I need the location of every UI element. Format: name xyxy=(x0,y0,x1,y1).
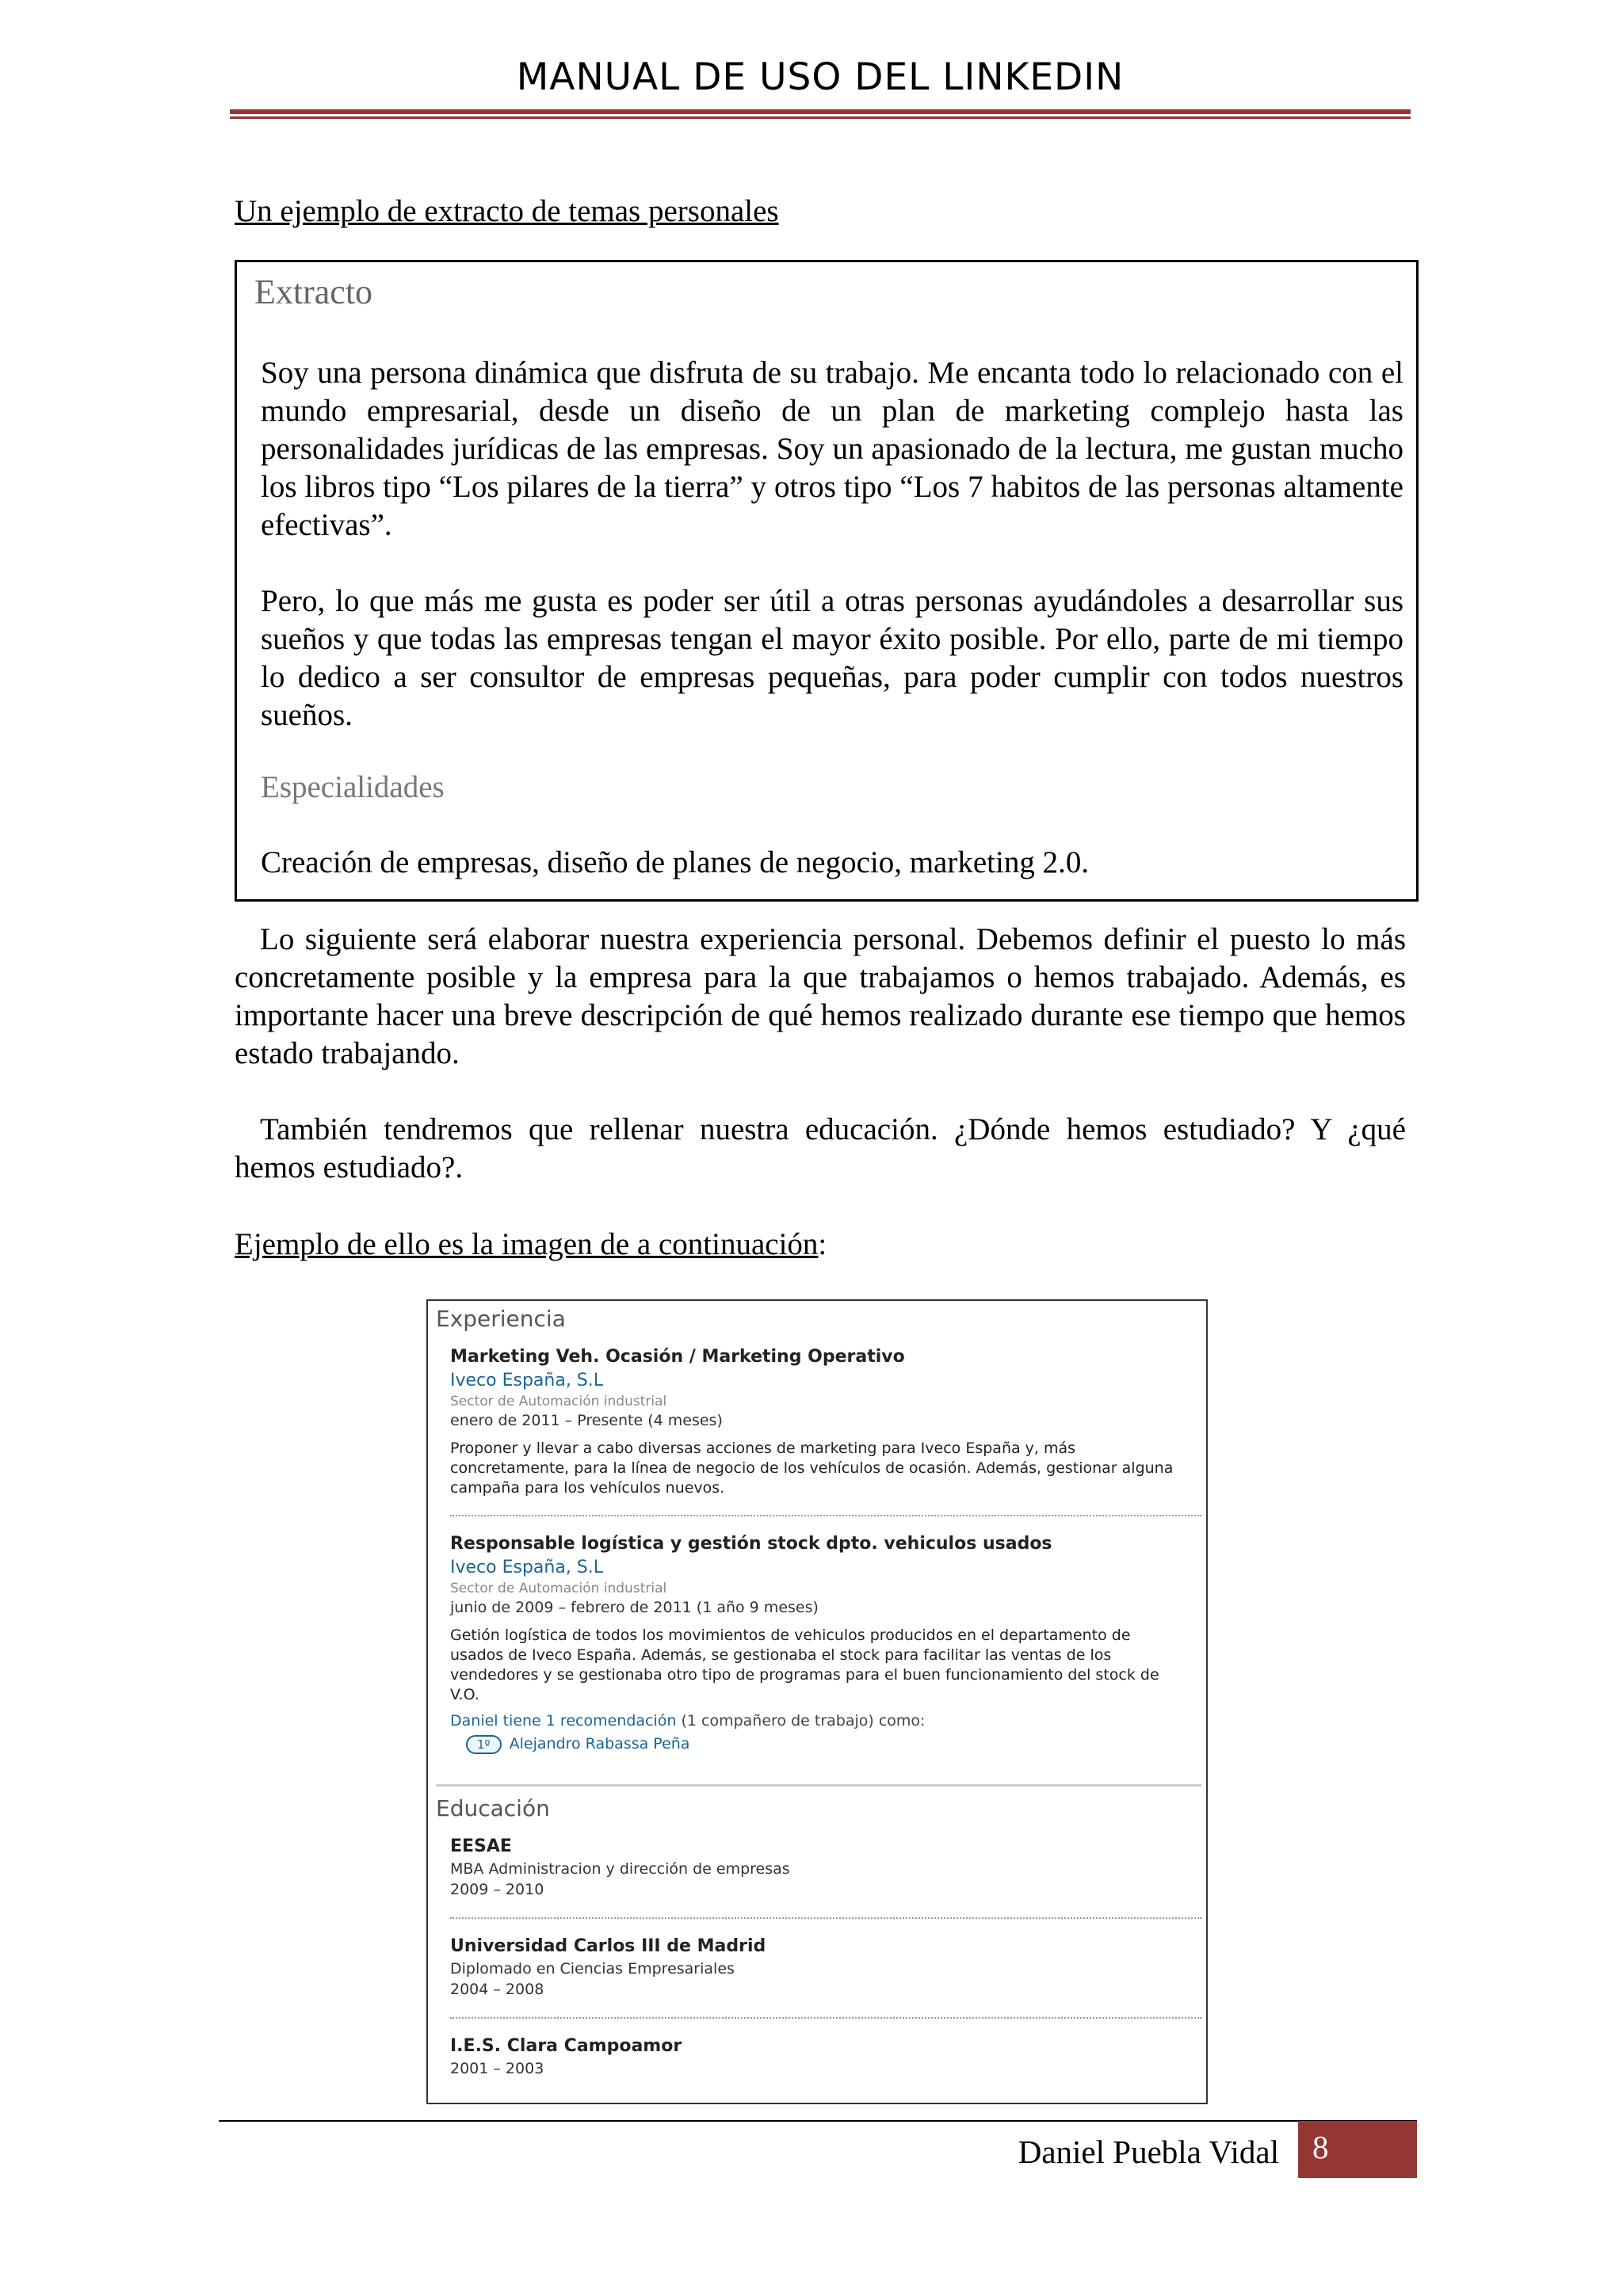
page-number: 8 xyxy=(1298,2121,1417,2178)
degree: Diplomado en Ciencias Empresariales xyxy=(450,1960,735,1978)
extract-box xyxy=(235,260,1419,902)
body-paragraph-1: Lo siguiente será elaborar nuestra experiencia personal. Debemos definir el puesto lo más concretamente posible y la empresa para la que trabajamos o hemos trabajado. Además, es importante hacer una breve descripción de qué hemos realizado durante ese tiempo que hemos estado trabajando. xyxy=(235,922,1406,1070)
job-description: Proponer y llevar a cabo diversas acciones de marketing para Iveco España y, más concretamente, para la línea de negocio de los vehículos de ocasión. Además, gestionar alguna campaña para los vehículos nuevos. xyxy=(450,1440,1174,1497)
education-dates: 2009 – 2010 xyxy=(450,1881,544,1898)
specialties-title: Especialidades xyxy=(261,770,445,804)
company-link[interactable]: Iveco España, S.L xyxy=(450,1371,604,1390)
degree: MBA Administracion y dirección de empresas xyxy=(450,1860,790,1878)
item-separator xyxy=(450,1917,1201,1919)
company-sector: Sector de Automación industrial xyxy=(450,1394,667,1409)
company-link[interactable]: Iveco España, S.L xyxy=(450,1558,604,1577)
company-sector: Sector de Automación industrial xyxy=(450,1581,667,1596)
school-name[interactable]: Universidad Carlos III de Madrid xyxy=(450,1936,766,1956)
education-dates: 2004 – 2008 xyxy=(450,1981,544,1998)
school-name[interactable]: I.E.S. Clara Campoamor xyxy=(450,2036,682,2056)
education-item-1 xyxy=(450,1835,1187,1900)
recommendation-summary xyxy=(450,1710,1187,1732)
linkedin-profile-screenshot xyxy=(426,1299,1208,2104)
body-paragraph-2: También tendremos que rellenar nuestra educación. ¿Dónde hemos estudiado? Y ¿qué hemos estudiado?. xyxy=(235,1112,1406,1184)
item-separator xyxy=(450,1515,1201,1516)
footer-author: Daniel Puebla Vidal xyxy=(1018,2134,1279,2170)
extract-paragraph-2: Pero, lo que más me gusta es poder ser útil a otras personas ayudándoles a desarrollar sus sueños y que todas las empresas tengan el mayor éxito posible. Por ello, parte de mi tiempo lo dedico a ser consultor de empresas pequeñas, para poder cumplir con todos nuestros sueños. xyxy=(261,584,1403,732)
education-item-3 xyxy=(450,2035,1187,2079)
extract-title: Extracto xyxy=(254,273,373,311)
example-caption-colon: : xyxy=(818,1227,827,1261)
experience-item-1 xyxy=(450,1345,1187,1498)
education-heading: Educación xyxy=(436,1795,550,1821)
extract-paragraph-1: Soy una persona dinámica que disfruta de su trabajo. Me encanta todo lo relacionado con el mundo empresarial, desde un diseño de un plan de marketing complejo hasta las personalidades jurídicas de las empresas. Soy un apasionado de la lectura, me gustan mucho los libros tipo “Los pilares de la tierra” y otros tipo “Los 7 habitos de las personas altamente efectivas”. xyxy=(261,356,1403,542)
footer-rule xyxy=(219,2120,1417,2122)
recommender[interactable] xyxy=(466,1732,1187,1756)
section-separator xyxy=(436,1784,1201,1787)
recommendation-detail: (1 compañero de trabajo) como: xyxy=(676,1712,926,1730)
running-header: MANUAL DE USO DEL LINKEDIN xyxy=(516,55,1125,99)
education-item-2 xyxy=(450,1935,1187,2000)
job-description: Getión logística de todos los movimientos de vehiculos producidos en el departamento de usados de Iveco España. Además, se gestionaba el stock para facilitar las ventas de los vendedores y se gestionaba otro tipo de programas para el buen funcionamiento del stock de V.O. xyxy=(450,1627,1159,1703)
example-caption-text: Ejemplo de ello es la imagen de a continuación xyxy=(235,1227,819,1261)
job-title: Responsable logística y gestión stock dpto. vehiculos usados xyxy=(450,1534,1052,1554)
school-name[interactable]: EESAE xyxy=(450,1836,512,1856)
job-title: Marketing Veh. Ocasión / Marketing Operativo xyxy=(450,1347,905,1367)
education-dates: 2001 – 2003 xyxy=(450,2060,544,2077)
header-rule-thin xyxy=(230,116,1411,119)
header-rule-thick xyxy=(230,109,1411,114)
specialties-text: Creación de empresas, diseño de planes de negocio, marketing 2.0. xyxy=(261,845,1090,879)
connection-degree-badge: 1º xyxy=(466,1735,502,1754)
section-title: Un ejemplo de extracto de temas personales xyxy=(235,194,779,228)
experience-item-2 xyxy=(450,1532,1187,1756)
job-dates: enero de 2011 – Presente (4 meses) xyxy=(450,1412,723,1429)
experience-heading: Experiencia xyxy=(436,1306,566,1332)
job-dates: junio de 2009 – febrero de 2011 (1 año 9 meses) xyxy=(450,1599,819,1616)
example-caption xyxy=(235,1226,827,1262)
recommender-name[interactable]: Alejandro Rabassa Peña xyxy=(509,1735,690,1753)
recommendation-link[interactable]: Daniel tiene 1 recomendación xyxy=(450,1712,677,1730)
item-separator xyxy=(450,2017,1201,2019)
